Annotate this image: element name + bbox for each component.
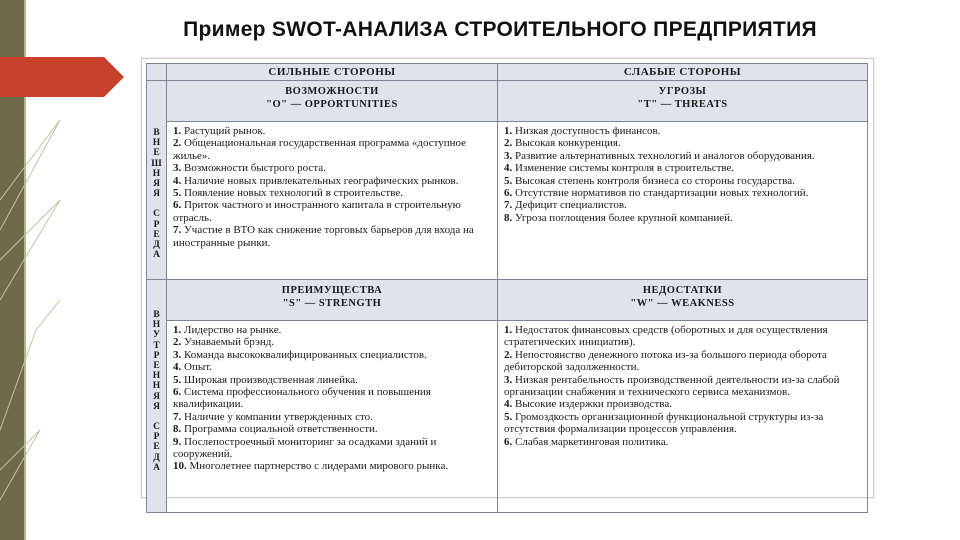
list-item [173,361,493,373]
side-letter: Н [152,138,161,149]
list-item [173,386,493,411]
list-item [173,199,493,224]
item-number: 1. [173,324,182,336]
list-item [504,436,863,448]
item-text: Изменение системы контроля в строительстве. [515,162,735,175]
strengths-weaknesses-header-row [147,280,868,321]
side-letter: Н [152,168,161,179]
opportunities-subtitle: "O" — OPPORTUNITIES [266,99,398,110]
threats-title: УГРОЗЫ [658,86,707,97]
item-text: Появление новых технологий в строительстве. [184,187,403,200]
list-item [504,162,863,174]
list-item [504,187,863,199]
side-letter: А [153,250,160,261]
list-item [504,137,863,149]
list-item [173,374,493,386]
list-item [504,398,863,410]
side-letter: Е [153,442,160,453]
item-number: 4. [173,174,182,187]
item-text: Высокие издержки производства. [515,398,672,411]
item-text: Низкая доступность финансов. [515,125,661,137]
side-letter: Т [153,340,160,351]
side-letter: Д [153,240,160,251]
list-item [504,349,863,374]
item-number: 2. [173,137,182,150]
side-letter: В [153,128,160,138]
item-number: 1. [504,324,513,336]
item-number: 10. [173,460,187,473]
item-number: 4. [504,162,513,175]
item-text: Участие в ВТО как снижение торговых барьеров для входа на иностранные рынки. [173,224,474,249]
list-item [173,224,493,249]
side-letter: Е [153,229,160,240]
item-number: 6. [173,386,182,399]
item-text: Угроза поглощения более крупной компанией. [515,211,733,224]
weaknesses-header [498,280,868,321]
column-header-row [147,64,868,81]
item-text: Возможности быстрого роста. [184,162,326,175]
item-number: 3. [173,348,182,361]
opportunities-title: ВОЗМОЖНОСТИ [285,86,379,97]
item-text: Наличие новых привлекательных географических рынков. [184,174,459,187]
side-letter: В [153,310,160,320]
side-letter: Я [153,391,160,402]
item-text: Отсутствие нормативов по стандартизации новых технологий. [515,187,809,200]
opportunities-threats-content-row [147,122,868,280]
opportunities-header [167,81,498,122]
side-letter: Д [153,452,160,463]
item-number: 5. [504,174,513,187]
red-accent-tab [0,57,124,97]
item-text: Наличие у компании утвержденных сто. [184,410,373,423]
item-number: 1. [504,125,513,137]
list-item [504,212,863,224]
side-letter: У [153,330,160,341]
weaknesses-subtitle: "W" — WEAKNESS [630,298,735,309]
item-text: Система профессионального обучения и повышения квалификации. [173,386,431,411]
item-text: Опыт. [184,361,212,374]
list-item [173,423,493,435]
side-letter: Р [153,432,160,443]
side-letter: Р [153,219,160,230]
item-number: 7. [504,199,513,212]
item-text: Многолетнее партнерство с лидерами мирового рынка. [189,460,449,473]
weaknesses-list [498,321,868,513]
list-item [504,199,863,211]
item-text: Лидерство на рынке. [184,324,282,336]
item-number: 5. [173,187,182,200]
item-text: Широкая производственная линейка. [184,373,358,386]
item-text: Высокая конкуренция. [515,137,621,150]
list-item [173,175,493,187]
threats-list [498,122,868,280]
item-text: Непостоянство денежного потока из-за большого периода оборота дебиторской задолженности. [504,348,827,374]
list-item [173,436,493,461]
side-letter: Я [153,189,160,200]
side-letter: Н [152,320,161,331]
side-letter: С [153,209,160,220]
list-item [504,125,863,137]
item-number: 6. [504,435,513,448]
side-letter: Н [152,381,161,392]
strengths-weaknesses-content-row [147,321,868,513]
item-text: Команда высококвалифицированных специалистов. [184,348,427,361]
item-text: Приток частного и иностранного капитала в строительную отрасль. [173,199,461,224]
list-item [504,175,863,187]
item-text: Низкая рентабельность производственной деятельности из-за слабой организации снабжения и технического сервиса механизмов. [504,373,840,399]
item-number: 8. [173,423,182,436]
item-number: 3. [173,162,182,175]
item-number: 3. [504,149,513,162]
list-item [173,411,493,423]
weaknesses-title: НЕДОСТАТКИ [642,285,723,296]
internal-environment-label [147,280,167,513]
item-number: 6. [504,187,513,200]
side-letter: Н [152,371,161,382]
opportunities-list [167,122,498,280]
side-letter: Ш [151,158,162,169]
slide-title: Пример SWOT-АНАЛИЗА СТРОИТЕЛЬНОГО ПРЕДПРИЯТИЯ [183,18,817,41]
strengths-column-header: СИЛЬНЫЕ СТОРОНЫ [167,64,498,81]
item-text: Развитие альтернативных технологий и аналогов оборудования. [515,149,815,162]
list-item [504,150,863,162]
item-number: 7. [173,224,182,237]
list-item [173,137,493,162]
list-item [504,374,863,399]
corner-cell [147,64,167,81]
list-item [173,324,493,336]
item-text: Послепостроечный мониторинг за осадками зданий и сооружений. [173,435,437,461]
item-number: 2. [504,348,513,361]
list-item [504,411,863,436]
threats-header [498,81,868,122]
swot-table [146,63,868,513]
side-letter: Я [153,179,160,190]
weaknesses-column-header: СЛАБЫЕ СТОРОНЫ [498,64,868,81]
item-text: Общенациональная государственная программа «доступное жилье». [173,137,467,162]
item-number: 2. [504,137,513,150]
side-letter: Е [153,361,160,372]
item-number: 1. [173,125,182,137]
list-item [173,336,493,348]
list-item [173,349,493,361]
list-item [173,187,493,199]
strengths-list [167,321,498,513]
swot-document [141,58,874,498]
item-text: Недостаток финансовых средств (оборотных и для осуществления стратегических инициатив). [504,324,828,349]
item-text: Дефицит специалистов. [515,199,627,212]
item-number: 9. [173,435,182,448]
side-letter: Е [153,148,160,159]
item-number: 2. [173,336,182,349]
item-number: 4. [504,398,513,411]
list-item [173,125,493,137]
external-environment-label [147,81,167,280]
item-number: 4. [173,361,182,374]
strengths-title: ПРЕИМУЩЕСТВА [281,285,383,296]
list-item [504,324,863,349]
item-number: 5. [504,410,513,423]
item-text: Растущий рынок. [184,125,266,137]
strengths-subtitle: "S" — STRENGTH [282,298,382,309]
item-number: 5. [173,373,182,386]
item-text: Программа социальной ответственности. [184,423,378,436]
side-letter: С [153,422,160,433]
list-item [173,460,493,472]
item-number: 3. [504,373,513,386]
side-letter: А [153,462,160,473]
item-text: Громоздкость организационной функциональной структуры из-за отсутствия формализации процессов управления. [504,410,824,436]
side-letter: Р [153,350,160,361]
threats-subtitle: "T" — THREATS [637,99,728,110]
item-text: Высокая степень контроля бизнеса со стороны государства. [515,174,795,187]
item-number: 8. [504,211,513,224]
strengths-header [167,280,498,321]
item-text: Узнаваемый брэнд. [184,336,275,349]
item-text: Слабая маркетинговая политика. [515,435,669,448]
item-number: 6. [173,199,182,212]
item-number: 7. [173,410,182,423]
list-item [173,162,493,174]
opportunities-threats-header-row [147,81,868,122]
side-letter: Я [153,401,160,412]
